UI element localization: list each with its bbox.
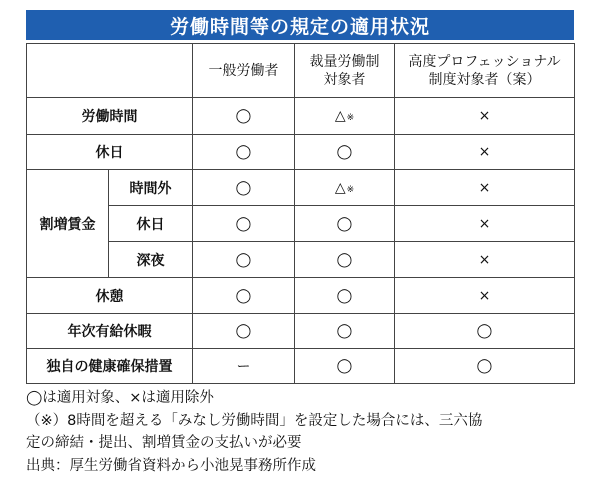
cell-high-professional: ◯ [395, 314, 575, 349]
table-row [27, 314, 575, 349]
cell-high-professional: × [395, 278, 575, 314]
row-sublabel: 休日 [109, 206, 193, 242]
source-note: 出典：厚生労働省資料から小池晃事務所作成 [26, 457, 316, 474]
notes [26, 387, 586, 477]
table-row [27, 278, 575, 314]
table-title: 労働時間等の規定の適用状況 [26, 10, 574, 40]
cell-discretionary: ◯ [295, 135, 395, 170]
row-sublabel: 深夜 [109, 242, 193, 278]
cell-general: ー [193, 349, 295, 384]
cell-general: ◯ [193, 98, 295, 135]
cell-general: ◯ [193, 206, 295, 242]
cell-discretionary: ◯ [295, 206, 395, 242]
cell-high-professional: × [395, 242, 575, 278]
cell-discretionary: ◯ [295, 349, 395, 384]
asterisk-note-line1: （※）8時間を超える「みなし労働時間」を設定した場合には、三六協 [26, 412, 483, 429]
header-discretionary: 裁量労働制 対象者 [295, 44, 395, 98]
cell-general: ◯ [193, 314, 295, 349]
table-row [27, 242, 575, 278]
cell-high-professional: × [395, 206, 575, 242]
rules-table [26, 43, 575, 384]
cell-high-professional: ◯ [395, 349, 575, 384]
header-general: 一般労働者 [193, 44, 295, 98]
cell-high-professional: × [395, 135, 575, 170]
table-row [27, 135, 575, 170]
legend-note: ◯は適用対象、×は適用除外 [26, 390, 214, 406]
table-row [27, 349, 575, 384]
cell-discretionary: ◯ [295, 314, 395, 349]
table-row [27, 98, 575, 135]
corner-cell [27, 44, 193, 98]
cell-discretionary: ◯ [295, 278, 395, 314]
header-row [27, 44, 575, 98]
row-label: 独自の健康確保措置 [27, 349, 193, 384]
header-high-professional: 高度プロフェッショナル 制度対象者（案） [395, 44, 575, 98]
row-label: 休日 [27, 135, 193, 170]
row-label: 労働時間 [27, 98, 193, 135]
table-row [27, 170, 575, 206]
cell-discretionary: ◯ [295, 242, 395, 278]
row-sublabel: 時間外 [109, 170, 193, 206]
cell-high-professional: × [395, 170, 575, 206]
asterisk-note-line2: 定の締結・提出、割増賃金の支払いが必要 [26, 435, 302, 451]
cell-general: ◯ [193, 170, 295, 206]
cell-general: ◯ [193, 135, 295, 170]
cell-high-professional: × [395, 98, 575, 135]
table-row [27, 206, 575, 242]
cell-discretionary: △※ [295, 170, 395, 206]
cell-general: ◯ [193, 242, 295, 278]
row-group-label: 割増賃金 [27, 170, 109, 278]
cell-general: ◯ [193, 278, 295, 314]
row-label: 休憩 [27, 278, 193, 314]
cell-discretionary: △※ [295, 98, 395, 135]
row-label: 年次有給休暇 [27, 314, 193, 349]
